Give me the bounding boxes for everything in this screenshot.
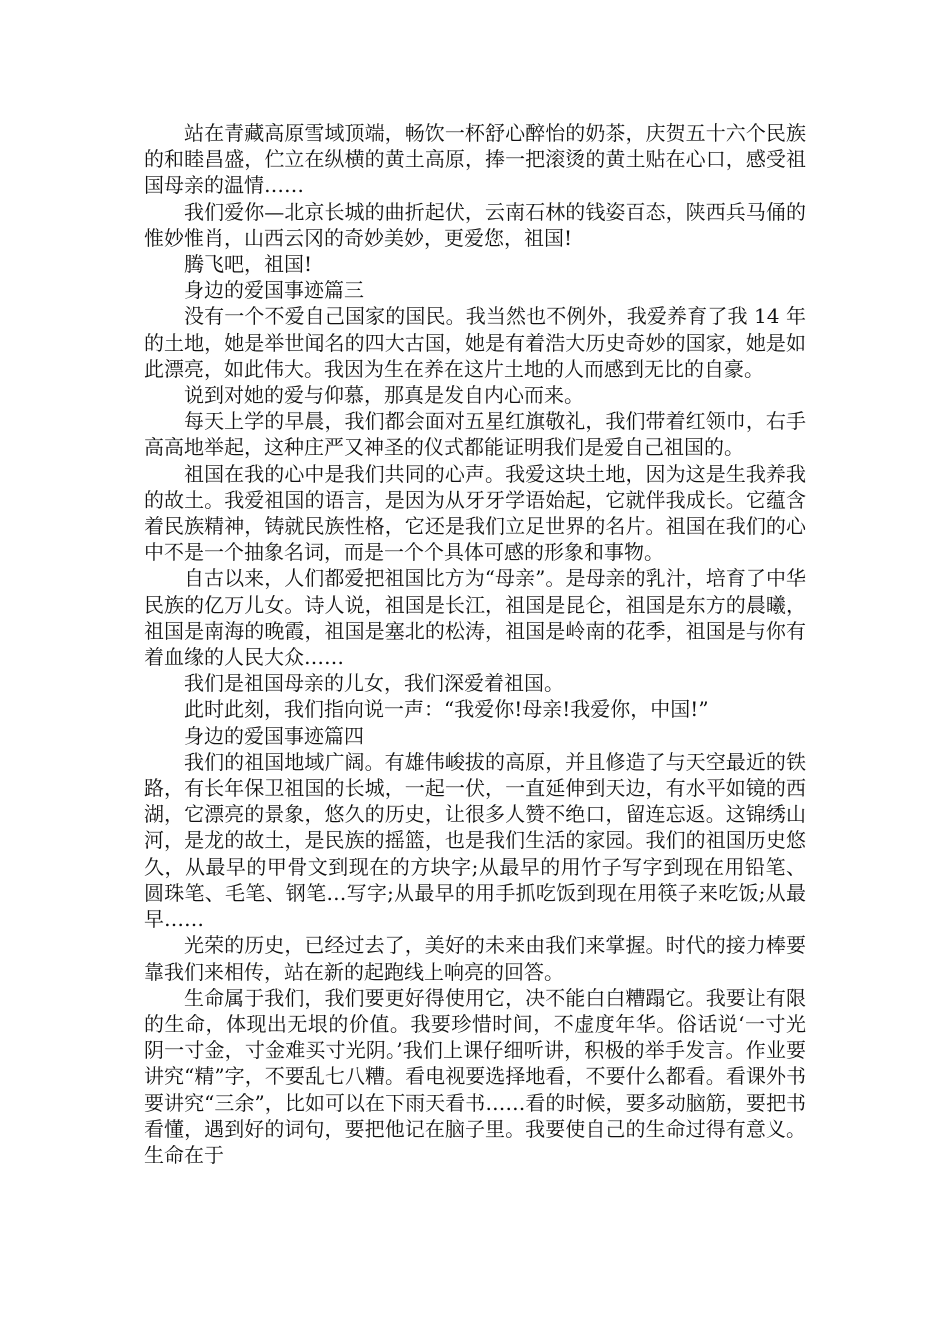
section-heading: 身边的爱国事迹篇四 (184, 723, 364, 748)
section-heading: 身边的爱国事迹篇三 (184, 278, 364, 303)
paragraph: 腾飞吧，祖国! (184, 252, 313, 277)
paragraph: 站在青藏高原雪域顶端，畅饮一杯舒心醉怡的奶茶，庆贺五十六个民族的和睦昌盛，伫立在纵横的黄土高原，捧一把滚烫的黄土贴在心口，感受祖国母亲的温情…… (144, 121, 806, 198)
paragraph: 我们爱你—北京长城的曲折起伏，云南石林的钱姿百态，陕西兵马俑的惟妙惟肖，山西云冈的奇妙美妙，更爱您，祖国! (144, 199, 806, 250)
paragraph: 我们的祖国地域广阔。有雄伟峻拔的高原，并且修造了与天空最近的铁路，有长年保卫祖国的长城，一起一伏，一直延伸到天边，有水平如镜的西湖，它漂亮的景象，悠久的历史，让很多人赞不绝口，留连忘返。这锦绣山河，是龙的故土，是民族的摇篮，也是我们生活的家园。我们的祖国历史悠久，从最早的甲骨文到现在的方块字;从最早的用竹子写字到现在用铅笔、圆珠笔、毛笔、钢笔…写字;从最早的用手抓吃饭到现在用筷子来吃饭;从最早…… (144, 749, 806, 932)
paragraph: 此时此刻，我们指向说一声：“我爱你!母亲!我爱你，中国!” (184, 697, 709, 722)
paragraph: 我们是祖国母亲的儿女，我们深爱着祖国。 (184, 671, 564, 696)
paragraph: 生命属于我们，我们要更好得使用它，决不能白白糟蹋它。我要让有限的生命，体现出无垠的价值。我要珍惜时间，不虚度年华。俗话说‘一寸光阴一寸金，寸金难买寸光阴。’我们上课仔细听讲，积极的举手发言。作业要讲究“精”字，不要乱七八糟。看电视要选择地看，不要什么都看。看课外书要讲究“三余”，比如可以在下雨天看书……看的时候，要多动脑筋，要把书看懂，遇到好的词句，要把他记在脑子里。我要使自己的生命过得有意义。生命在于 (144, 985, 806, 1167)
paragraph: 每天上学的早晨，我们都会面对五星红旗敬礼，我们带着红领巾，右手高高地举起，这种庄严又神圣的仪式都能证明我们是爱自己祖国的。 (144, 409, 806, 460)
document-page (144, 120, 806, 1168)
paragraph: 说到对她的爱与仰慕，那真是发自内心而来。 (184, 383, 584, 408)
paragraph: 没有一个不爱自己国家的国民。我当然也不例外，我爱养育了我 14 年的土地，她是举世闻名的四大古国，她是有着浩大历史奇妙的国家，她是如此漂亮，如此伟大。我因为生在养在这片土地的人而感到无比的自豪。 (144, 304, 806, 381)
paragraph: 自古以来，人们都爱把祖国比方为“母亲”。是母亲的乳汁，培育了中华民族的亿万儿女。诗人说，祖国是长江，祖国是昆仑，祖国是东方的晨曦，祖国是南海的晚霞，祖国是塞北的松涛，祖国是岭南的花季，祖国是与你有着血缘的人民大众…… (144, 566, 806, 670)
paragraph: 光荣的历史，已经过去了，美好的未来由我们来掌握。时代的接力棒要靠我们来相传，站在新的起跑线上响亮的回答。 (144, 933, 806, 984)
paragraph: 祖国在我的心中是我们共同的心声。我爱这块土地，因为这是生我养我的故土。我爱祖国的语言，是因为从牙牙学语始起，它就伴我成长。它蕴含着民族精神，铸就民族性格，它还是我们立足世界的名片。祖国在我们的心中不是一个抽象名词，而是一个个具体可感的形象和事物。 (144, 461, 806, 565)
